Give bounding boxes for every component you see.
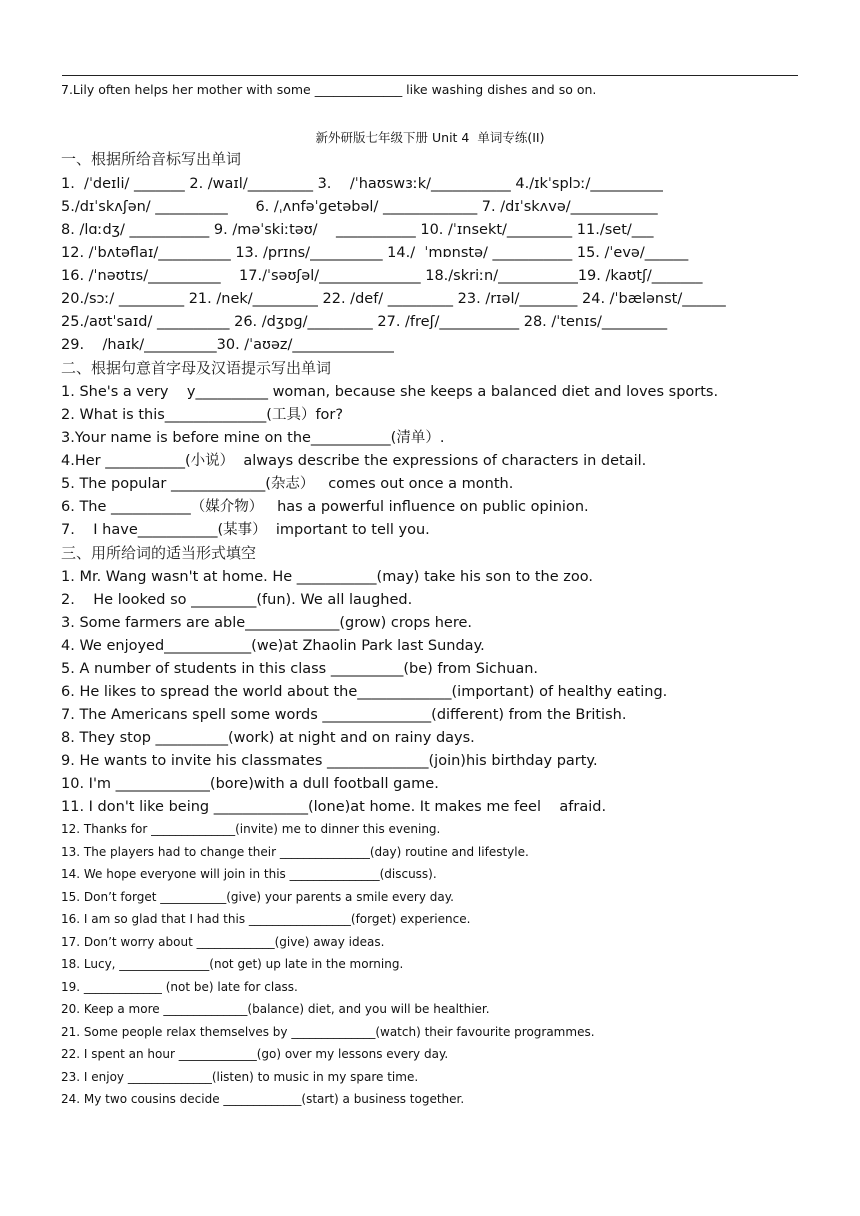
top-divider-line — [62, 75, 798, 76]
section-1-heading: 一、根据所给音标写出单词 — [61, 150, 242, 168]
hint-question: 4.Her ___________(小说） always describe the expressions of characters in detail. — [61, 453, 647, 469]
fill-in-question: 7. The Americans spell some words _______________(different) from the British. — [61, 707, 627, 723]
phonetic-line: 5./dɪˈskʌʃən/ __________ 6. /ˌʌnfəˈɡetəbəl/ _____________ 7. /dɪˈskʌvə/____________ — [61, 199, 658, 215]
fill-in-question: 10. I'm _____________(bore)with a dull football game. — [61, 776, 439, 792]
fill-in-question-small: 22. I spent an hour _____________(go) over my lessons every day. — [61, 1047, 449, 1061]
fill-in-question: 4. We enjoyed____________(we)at Zhaolin Park last Sunday. — [61, 638, 485, 654]
fill-in-question-small: 19. _____________ (not be) late for class. — [61, 980, 298, 994]
hint-question: 7. I have___________(某事） important to tell you. — [61, 522, 430, 538]
fill-in-question-small: 24. My two cousins decide _____________(start) a business together. — [61, 1092, 465, 1106]
fill-in-question-small: 13. The players had to change their _______________(day) routine and lifestyle. — [61, 845, 529, 859]
phonetic-line: 1. /ˈdeɪli/ _______ 2. /waɪl/_________ 3. /ˈhaʊswɜːk/___________ 4./ɪkˈsplɔː/__________ — [61, 176, 663, 192]
fill-in-question: 6. He likes to spread the world about the_____________(important) of healthy eating. — [61, 684, 668, 700]
hint-question: 1. She's a very y__________ woman, because she keeps a balanced diet and loves sports. — [61, 384, 719, 400]
fill-in-question-small: 14. We hope everyone will join in this _______________(discuss). — [61, 867, 437, 881]
phonetic-line: 20./sɔː/ _________ 21. /nek/_________ 22. /def/ _________ 23. /rɪəl/________ 24. /ˈbælənst/______ — [61, 291, 726, 307]
fill-in-question: 3. Some farmers are able_____________(grow) crops here. — [61, 615, 473, 631]
section-2-heading: 二、根据句意首字母及汉语提示写出单词 — [61, 359, 332, 377]
hint-question: 6. The ___________（媒介物） has a powerful influence on public opinion. — [61, 499, 589, 515]
phonetic-line: 12. /ˈbʌtəflaɪ/__________ 13. /prɪns/__________ 14./ ˈmɒnstə/ ___________ 15. /ˈevə/______ — [61, 245, 689, 261]
fill-in-question-small: 20. Keep a more ______________(balance) diet, and you will be healthier. — [61, 1002, 490, 1016]
fill-in-question: 5. A number of students in this class __________(be) from Sichuan. — [61, 661, 539, 677]
fill-in-question-small: 18. Lucy, _______________(not get) up late in the morning. — [61, 957, 404, 971]
fill-in-question: 1. Mr. Wang wasn't at home. He ___________(may) take his son to the zoo. — [61, 569, 593, 585]
fill-in-question-small: 21. Some people relax themselves by ______________(watch) their favourite programmes. — [61, 1025, 595, 1039]
phonetic-line: 25./aʊtˈsaɪd/ __________ 26. /dʒɒɡ/_________ 27. /freʃ/___________ 28. /ˈtenɪs/_________ — [61, 314, 668, 330]
phonetic-line: 16. /ˈnəʊtɪs/__________ 17./ˈsəʊʃəl/______________ 18./skriːn/___________19. /kaʊtʃ/_______ — [61, 268, 703, 284]
phonetic-line: 29. /haɪk/__________30. /ˈaʊəz/______________ — [61, 337, 394, 353]
fill-in-question: 2. He looked so _________(fun). We all laughed. — [61, 592, 413, 608]
fill-in-question-small: 16. I am so glad that I had this _________________(forget) experience. — [61, 912, 471, 926]
section-3-heading: 三、用所给词的适当形式填空 — [61, 544, 257, 562]
fill-in-question-small: 17. Don’t worry about _____________(give) away ideas. — [61, 935, 385, 949]
carryover-question-7: 7.Lily often helps her mother with some ______________ like washing dishes and so on. — [61, 82, 597, 97]
phonetic-line: 8. /lɑːdʒ/ ___________ 9. /məˈskiːtəʊ/ ___________ 10. /ˈɪnsekt/_________ 11./set/___ — [61, 222, 654, 238]
hint-question: 2. What is this______________(工具）for? — [61, 407, 344, 423]
fill-in-question-small: 12. Thanks for ______________(invite) me to dinner this evening. — [61, 822, 441, 836]
fill-in-question-small: 15. Don’t forget ___________(give) your parents a smile every day. — [61, 890, 454, 904]
fill-in-question: 11. I don't like being _____________(lone)at home. It makes me feel afraid. — [61, 799, 607, 815]
fill-in-question: 8. They stop __________(work) at night and on rainy days. — [61, 730, 475, 746]
hint-question: 5. The popular _____________(杂志） comes out once a month. — [61, 476, 514, 492]
worksheet-title: 新外研版七年级下册 Unit 4 单词专练(II) — [315, 130, 545, 145]
fill-in-question-small: 23. I enjoy ______________(listen) to music in my spare time. — [61, 1070, 419, 1084]
hint-question: 3.Your name is before mine on the___________(清单）. — [61, 430, 445, 446]
fill-in-question: 9. He wants to invite his classmates ______________(join)his birthday party. — [61, 753, 598, 769]
